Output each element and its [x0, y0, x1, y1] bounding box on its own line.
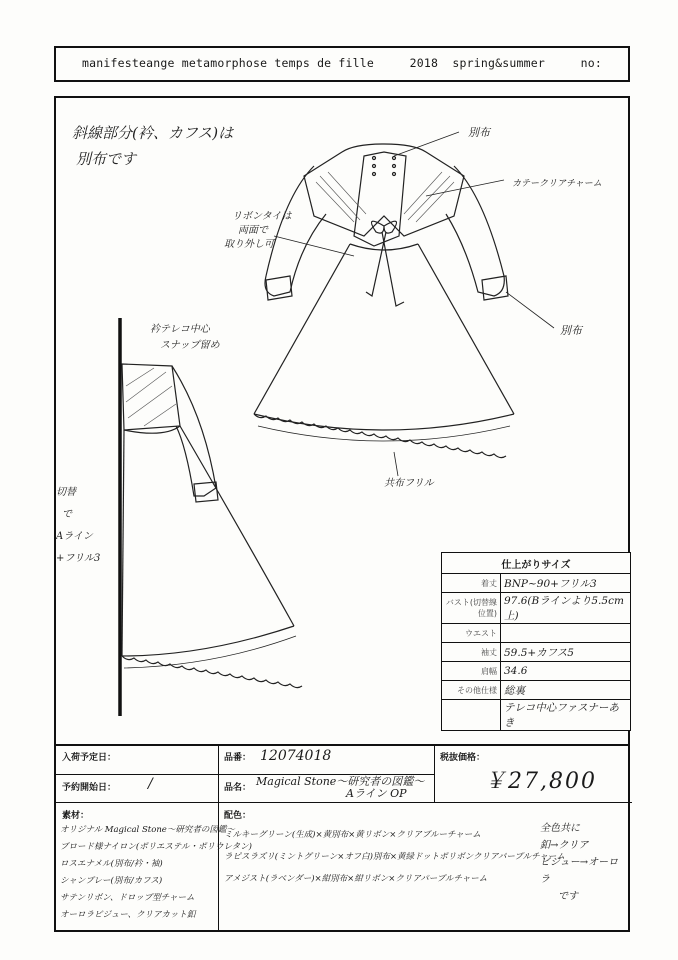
- price-label: 税抜価格：: [440, 753, 486, 763]
- size-value: 34.6: [501, 662, 631, 681]
- material-item: シャンブレー(別布/カフス): [60, 876, 163, 886]
- material-item: ブロード様ナイロン(ポリエステル・ポリウレタン): [60, 842, 252, 852]
- size-label: その他仕様: [442, 681, 501, 700]
- color-item: アメジスト(ラベンダー)×紺別布×紺リボン×クリアパープルチャーム: [224, 874, 488, 884]
- all-colors-note-line4: です: [558, 891, 578, 902]
- label-ribbon: [224, 210, 292, 252]
- size-label: 肩幅: [442, 662, 501, 681]
- size-label: 袖丈: [442, 643, 501, 662]
- size-label: 着丈: [442, 574, 501, 593]
- label-side-switch-line1: 切替: [56, 487, 76, 498]
- size-row: [442, 643, 631, 662]
- header-box: [54, 46, 630, 82]
- size-label: ウエスト: [442, 624, 501, 643]
- header-title: manifesteange metamorphose temps de fille 2018 spring&summer no:: [81, 56, 603, 70]
- materials-label: 素材：: [62, 811, 90, 821]
- color-item: ミルキーグリーン(生成)×黄別布×黄リボン×クリアブルーチャーム: [224, 830, 481, 840]
- size-value: テレコ中心ファスナーあき: [501, 700, 631, 731]
- size-table-title: 仕上がりサイズ: [442, 553, 631, 574]
- size-value: BNP~90+フリル3: [501, 574, 631, 593]
- order-form: [54, 744, 630, 932]
- size-row: [442, 624, 631, 643]
- label-hem-frill: 共布フリル: [384, 478, 434, 489]
- material-item: ロスエナメル(別布/衿・袖): [60, 859, 163, 869]
- all-colors-note-line3: ビジュー→オーロラ: [540, 857, 619, 885]
- form-divider: [434, 746, 435, 802]
- label-side-collar-line2: スナップ留め: [160, 340, 220, 351]
- material-item: オーロラビジュー、クリアカット釦: [60, 910, 196, 920]
- size-label: バスト(切替線位置): [442, 593, 501, 624]
- label-ribbon-line2: 両面で: [238, 225, 268, 236]
- material-item: サテンリボン、ドロップ型チャーム: [60, 893, 195, 903]
- reservation-label: 予約開始日：: [62, 783, 117, 793]
- colors-label: 配色：: [224, 811, 252, 821]
- price-value: ￥27,800: [484, 769, 597, 794]
- arrival-label: 入荷予定日：: [62, 753, 117, 763]
- label-ribbon-line1: リボンタイは: [232, 211, 292, 222]
- all-colors-note-line1: 全色共に: [540, 823, 580, 834]
- size-row: [442, 662, 631, 681]
- label-side-switch-line3: Aライン: [56, 531, 93, 542]
- product-name-value: [256, 776, 424, 800]
- size-row: [442, 593, 631, 624]
- label-charm: カテークリアチャーム: [512, 179, 602, 189]
- label-side-switch-line2: で: [62, 509, 72, 520]
- reservation-mark: /: [148, 776, 153, 792]
- size-row: [442, 574, 631, 593]
- all-colors-note-line2: 釦→クリア: [540, 840, 589, 851]
- size-row: [442, 700, 631, 731]
- label-side-collar: [150, 322, 220, 354]
- label-ribbon-line3: 取り外し可: [224, 239, 274, 250]
- product-no-value: 12074018: [260, 748, 332, 764]
- collar-note-line2: 別布です: [76, 150, 137, 168]
- form-divider: [218, 746, 219, 802]
- product-name-line1: Magical Stone～研究者の図鑑～: [256, 775, 425, 788]
- material-item: オリジナル Magical Stone～研究者の図鑑～: [60, 825, 235, 835]
- size-value: [501, 624, 631, 643]
- colors-list: [224, 824, 565, 890]
- product-name-line2: Aライン OP: [346, 787, 407, 800]
- form-divider: [56, 802, 632, 803]
- label-side-switch-line4: +フリル3: [56, 553, 101, 564]
- color-item: ラピスラズリ(ミントグリーン×オフ白)別布×黄緑ドットポリボンクリアパープルチャーム: [224, 852, 565, 862]
- size-value: 総裏: [501, 681, 631, 700]
- front-view-dress: [254, 132, 554, 476]
- label-betsununo-cuff: 別布: [560, 324, 582, 337]
- label-side-collar-line1: 衿テレコ中心: [150, 324, 210, 335]
- product-name-label: 品名：: [224, 783, 252, 793]
- product-no-label: 品番：: [224, 753, 252, 763]
- size-value: 59.5+カフス5: [501, 643, 631, 662]
- label-side-switch: [56, 482, 100, 570]
- size-table: [441, 552, 631, 731]
- collar-note-line1: 斜線部分(衿、カフス)は: [72, 124, 234, 142]
- size-value: 97.6(Bラインより5.5cm上): [501, 593, 631, 624]
- size-label: [442, 700, 501, 731]
- size-row: [442, 681, 631, 700]
- label-betsununo-collar: 別布: [468, 126, 490, 139]
- all-colors-note: [540, 820, 628, 905]
